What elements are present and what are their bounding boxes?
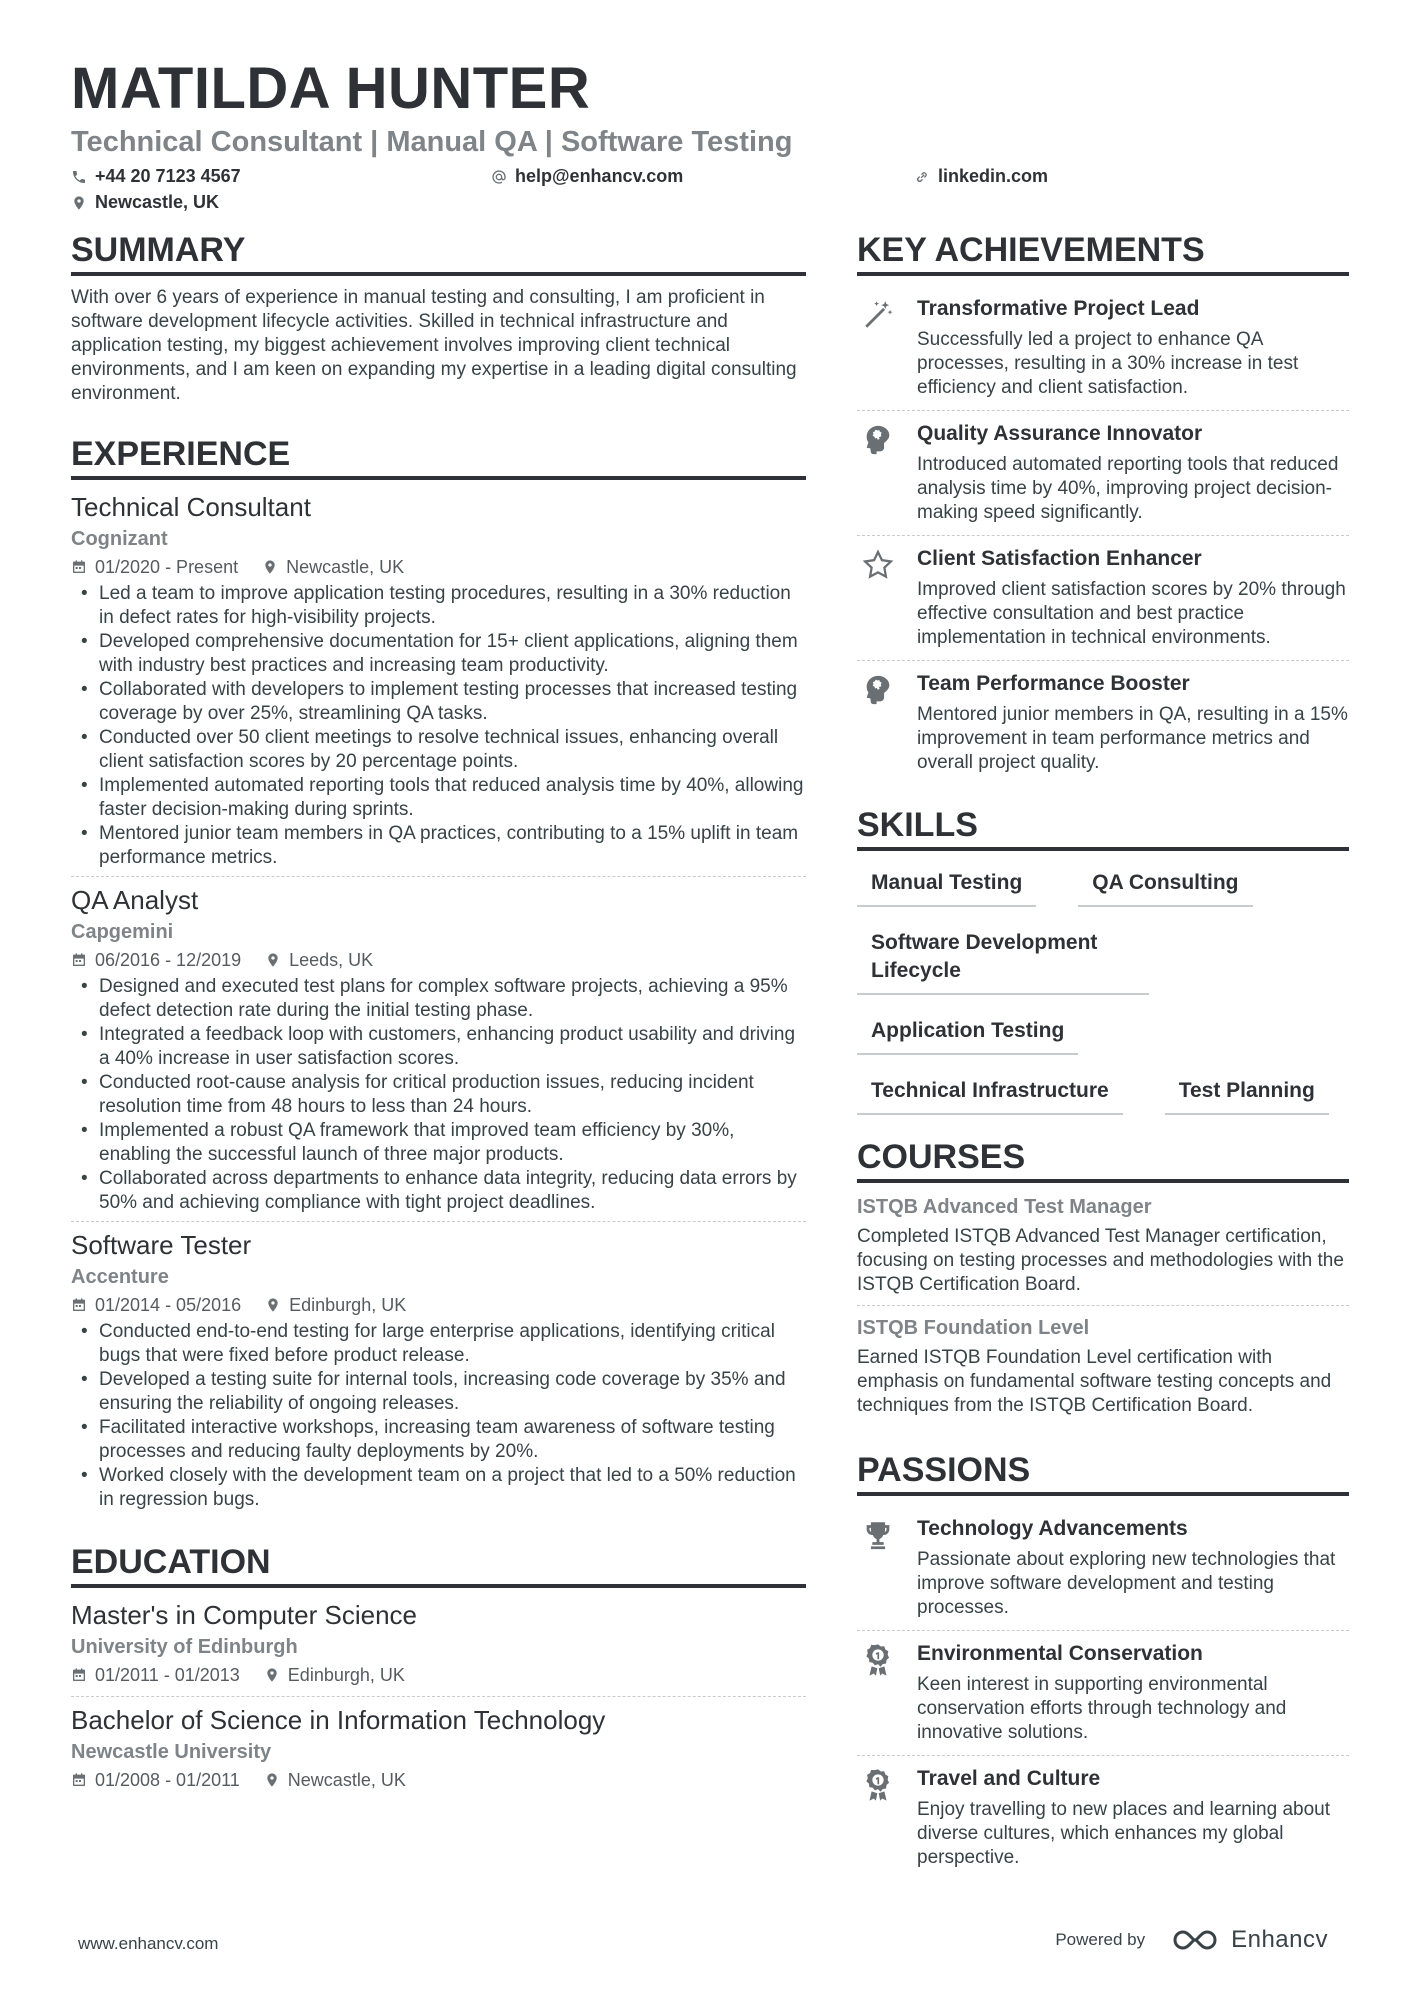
brand-name: Enhancv (1231, 1926, 1328, 1953)
experience-heading: EXPERIENCE (71, 432, 806, 480)
summary-heading: SUMMARY (71, 228, 806, 276)
job-bullet: • Led a team to improve application testing procedures, resulting in a 30% reduction in defect rates for high-visibility projects. (71, 582, 806, 630)
education-entry (71, 1598, 806, 1696)
job-bullet: • Developed comprehensive documentation for 15+ client applications, aligning them with industry best practices and increasing team productivity. (71, 630, 806, 678)
location-pin-icon (71, 195, 87, 211)
passion-item (857, 1630, 1349, 1755)
education-dates (71, 1767, 240, 1793)
head-brain-icon (861, 423, 895, 457)
achievement-item (857, 286, 1349, 410)
job-bullet: • Developed a testing suite for internal tools, increasing code coverage by 35% and ensuring the reliability of ongoing releases. (71, 1368, 806, 1416)
location-pin-icon (264, 1772, 280, 1788)
job-location-text: Newcastle, UK (286, 557, 405, 577)
passion-desc: Keen interest in supporting environmental conservation efforts through technology and innovative solutions. (917, 1674, 1287, 1743)
degree-title: Bachelor of Science in Information Technology (71, 1705, 606, 1735)
contact-email[interactable] (491, 166, 683, 187)
location-pin-icon (265, 952, 281, 968)
passion-desc: Passionate about exploring new technologies that improve software development and testing processes. (917, 1549, 1336, 1618)
calendar-icon (71, 559, 87, 575)
enhancv-logo-icon (1171, 1927, 1219, 1953)
phone-icon (71, 169, 87, 185)
contact-phone (71, 166, 241, 187)
job-location-text: Edinburgh, UK (289, 1295, 407, 1315)
achievement-title: Client Satisfaction Enhancer (917, 547, 1202, 570)
courses-section (857, 1135, 1349, 1426)
candidate-title: Technical Consultant | Manual QA | Software Testing (71, 126, 793, 158)
experience-section (71, 432, 806, 1518)
education-heading: EDUCATION (71, 1540, 806, 1588)
skills-heading: SKILLS (857, 803, 1349, 851)
job-meta (71, 1292, 806, 1318)
job-dates-text: 01/2020 - Present (95, 557, 239, 577)
job-bullet: • Collaborated across departments to enhance data integrity, reducing data errors by 50% and achieving compliance with tight project deadlines. (71, 1167, 806, 1215)
education-location-text: Newcastle, UK (287, 1770, 406, 1790)
right-column (857, 228, 1349, 1880)
job-location (265, 947, 373, 973)
skill-tag: Test Planning (1165, 1073, 1329, 1115)
magic-wand-icon (861, 298, 895, 332)
skill-tag: QA Consulting (1078, 865, 1252, 907)
job-location-text: Leeds, UK (289, 950, 374, 970)
achievement-item (857, 535, 1349, 660)
medal-icon (861, 1768, 895, 1802)
job-company: Capgemini (71, 921, 174, 943)
passion-title: Environmental Conservation (917, 1642, 1203, 1665)
job-bullets (71, 975, 806, 1215)
education-dates-text: 01/2011 - 01/2013 (95, 1665, 240, 1685)
contact-linkedin[interactable] (914, 166, 1048, 187)
job-dates-text: 06/2016 - 12/2019 (95, 950, 242, 970)
passion-icon-wrap (857, 1764, 899, 1804)
job-title: Technical Consultant (71, 492, 311, 522)
at-icon (491, 169, 507, 185)
passion-desc: Enjoy travelling to new places and learning about diverse cultures, which enhances my global perspective. (917, 1799, 1330, 1868)
achievement-item (857, 410, 1349, 535)
job-dates (71, 947, 241, 973)
passion-icon-wrap (857, 1514, 899, 1554)
courses-heading: COURSES (857, 1135, 1349, 1183)
job-dates-text: 01/2014 - 05/2016 (95, 1295, 242, 1315)
page-footer (0, 1920, 1410, 1970)
job-bullet: • Conducted end-to-end testing for large enterprise applications, identifying critical bugs that were fixed before product release. (71, 1320, 806, 1368)
phone-text: +44 20 7123 4567 (95, 166, 241, 186)
job-entry (71, 876, 806, 1221)
achievements-heading: KEY ACHIEVEMENTS (857, 228, 1349, 276)
job-bullet: • Implemented automated reporting tools that reduced analysis time by 40%, allowing faster decision-making during sprints. (71, 774, 806, 822)
trophy-icon (861, 1518, 895, 1552)
achievement-item (857, 660, 1349, 785)
education-entry (71, 1696, 806, 1801)
achievement-icon-wrap (857, 294, 899, 334)
calendar-icon (71, 1667, 87, 1683)
location-pin-icon (265, 1297, 281, 1313)
job-location (265, 1292, 406, 1318)
achievements-section (857, 228, 1349, 785)
location-pin-icon (262, 559, 278, 575)
education-location (264, 1662, 405, 1688)
achievement-title: Quality Assurance Innovator (917, 422, 1203, 445)
job-bullets (71, 582, 806, 870)
job-dates (71, 1292, 241, 1318)
enhancv-logo[interactable] (1171, 1926, 1328, 1954)
calendar-icon (71, 1772, 87, 1788)
job-bullet: • Conducted over 50 client meetings to resolve technical issues, enhancing overall client satisfaction scores by 20 percentage points. (71, 726, 806, 774)
achievement-title: Transformative Project Lead (917, 297, 1200, 320)
star-icon (861, 548, 895, 582)
job-meta (71, 947, 806, 973)
course-desc: Completed ISTQB Advanced Test Manager certification, focusing on testing processes and methodologies with the ISTQB Certification Board. (857, 1226, 1344, 1295)
location-text: Newcastle, UK (95, 192, 220, 212)
achievement-icon-wrap (857, 669, 899, 709)
job-bullet: • Integrated a feedback loop with customers, enhancing product usability and driving a 40% increase in user satisfaction scores. (71, 1023, 806, 1071)
job-title: QA Analyst (71, 885, 199, 915)
passions-section (857, 1448, 1349, 1880)
job-location (262, 554, 404, 580)
powered-by-text: Powered by (1055, 1930, 1146, 1949)
passion-item (857, 1506, 1349, 1630)
left-column (71, 228, 806, 1801)
job-bullet: • Worked closely with the development team on a project that led to a 50% reduction in regression bugs. (71, 1464, 806, 1512)
summary-section (71, 228, 806, 406)
calendar-icon (71, 1297, 87, 1313)
school-name: Newcastle University (71, 1741, 272, 1763)
education-section (71, 1540, 806, 1801)
course-title: ISTQB Foundation Level (857, 1317, 1090, 1339)
calendar-icon (71, 952, 87, 968)
skills-list (857, 861, 1349, 1115)
job-bullet: • Mentored junior team members in QA practices, contributing to a 15% uplift in team performance metrics. (71, 822, 806, 870)
passion-item (857, 1755, 1349, 1880)
job-company: Accenture (71, 1266, 169, 1288)
job-bullets (71, 1320, 806, 1512)
passion-icon-wrap (857, 1639, 899, 1679)
job-bullet: • Designed and executed test plans for complex software projects, achieving a 95% defect detection rate during the initial testing phase. (71, 975, 806, 1023)
link-icon (914, 169, 930, 185)
job-entry (71, 490, 806, 876)
medal-icon (861, 1643, 895, 1677)
course-item (857, 1305, 1349, 1426)
job-title: Software Tester (71, 1230, 252, 1260)
education-location (264, 1767, 406, 1793)
contact-location (71, 192, 219, 213)
education-dates (71, 1662, 240, 1688)
education-meta (71, 1767, 806, 1793)
course-title: ISTQB Advanced Test Manager (857, 1196, 1152, 1218)
job-bullet: • Facilitated interactive workshops, increasing team awareness of software testing processes and reducing faulty deployments by 20%. (71, 1416, 806, 1464)
candidate-name: MATILDA HUNTER (71, 56, 591, 121)
linkedin-text: linkedin.com (938, 166, 1049, 186)
achievement-desc: Introduced automated reporting tools that reduced analysis time by 40%, improving project decision-making speed significantly. (917, 454, 1339, 523)
achievement-icon-wrap (857, 544, 899, 584)
passion-title: Technology Advancements (917, 1517, 1188, 1540)
education-location-text: Edinburgh, UK (287, 1665, 405, 1685)
course-desc: Earned ISTQB Foundation Level certification with emphasis on fundamental software testing concepts and techniques from the ISTQB Certification Board. (857, 1347, 1332, 1416)
job-company: Cognizant (71, 528, 168, 550)
achievement-desc: Mentored junior members in QA, resulting in a 15% improvement in team performance metrics and overall project quality. (917, 704, 1348, 773)
skill-tag: Software Development Lifecycle (857, 925, 1149, 995)
skills-section (857, 803, 1349, 1115)
location-pin-icon (264, 1667, 280, 1683)
job-bullet: • Collaborated with developers to implement testing processes that increased testing coverage by over 25%, streamlining QA tasks. (71, 678, 806, 726)
passions-heading: PASSIONS (857, 1448, 1349, 1496)
footer-branding (1055, 1926, 1328, 1954)
footer-website[interactable]: www.enhancv.com (78, 1934, 219, 1953)
education-dates-text: 01/2008 - 01/2011 (95, 1770, 240, 1790)
course-item (857, 1193, 1349, 1305)
job-bullet: • Conducted root-cause analysis for critical production issues, reducing incident resolution time from 48 hours to less than 24 hours. (71, 1071, 806, 1119)
job-meta (71, 554, 806, 580)
job-dates (71, 554, 238, 580)
skill-tag: Technical Infrastructure (857, 1073, 1123, 1115)
skill-tag: Application Testing (857, 1013, 1078, 1055)
education-meta (71, 1662, 806, 1688)
job-bullet: • Implemented a robust QA framework that improved team efficiency by 30%, enabling the successful launch of three major products. (71, 1119, 806, 1167)
achievement-icon-wrap (857, 419, 899, 459)
achievement-title: Team Performance Booster (917, 672, 1190, 695)
contact-info (71, 166, 1341, 222)
skill-tag: Manual Testing (857, 865, 1036, 907)
passion-title: Travel and Culture (917, 1767, 1101, 1790)
email-text: help@enhancv.com (515, 166, 684, 186)
resume-header (71, 56, 1341, 222)
achievement-desc: Improved client satisfaction scores by 20% through effective consultation and best practice implementation in technical environments. (917, 579, 1346, 648)
job-entry (71, 1221, 806, 1518)
degree-title: Master's in Computer Science (71, 1600, 417, 1630)
achievement-desc: Successfully led a project to enhance QA processes, resulting in a 30% increase in test efficiency and client satisfaction. (917, 329, 1299, 398)
head-brain-icon (861, 673, 895, 707)
summary-text: With over 6 years of experience in manual testing and consulting, I am proficient in software development lifecycle activities. Skilled in technical infrastructure and application testing, my biggest achievement involves improving client technical environments, and I am keen on expanding my expertise in a leading digital consulting environment. (71, 287, 797, 404)
school-name: University of Edinburgh (71, 1636, 298, 1658)
